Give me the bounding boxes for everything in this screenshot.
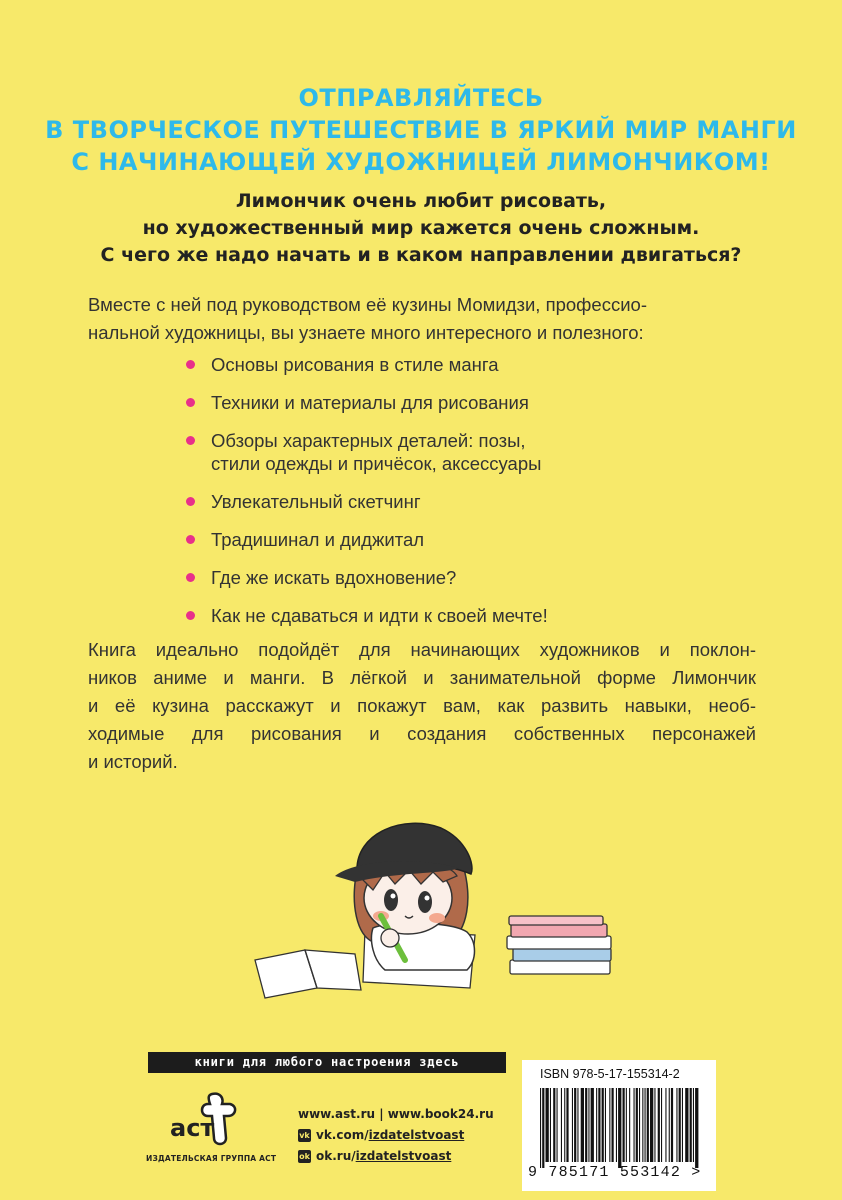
paragraph-line: ходимые для рисования и создания собственных персонажей <box>88 723 756 744</box>
isbn-barcode-block <box>522 1060 716 1191</box>
barcode-digits: 9 785171 553142 > <box>528 1164 702 1181</box>
odnoklassniki-icon: ok <box>299 1152 310 1161</box>
left-eye <box>384 889 398 911</box>
feature-item <box>186 528 706 551</box>
paragraph-line: и её кузина расскажут и покажут вам, как развить навыки, необ- <box>88 695 756 716</box>
barcode-stripe <box>542 1088 544 1168</box>
intro-line: С чего же надо начать и в каком направлении двигаться? <box>100 244 742 266</box>
feature-text: Традишинал и диджитал <box>211 529 425 550</box>
feature-item <box>186 604 706 627</box>
hand <box>381 929 399 947</box>
feature-text: Увлекательный скетчинг <box>211 491 421 512</box>
bullet-icon <box>186 360 195 369</box>
headline <box>0 82 842 178</box>
barcode-stripe <box>572 1088 573 1162</box>
feature-list <box>186 353 706 642</box>
barcode-stripe <box>685 1088 688 1162</box>
barcode-stripe <box>618 1088 621 1168</box>
barcode-stripe <box>550 1088 551 1162</box>
barcode-stripe <box>574 1088 576 1162</box>
barcode-stripe <box>616 1088 617 1162</box>
feature-item <box>186 353 706 376</box>
barcode-stripe <box>669 1088 670 1162</box>
bullet-icon <box>186 611 195 620</box>
isbn-label: ISBN 978-5-17-155314-2 <box>540 1067 680 1081</box>
bullet-icon <box>186 497 195 506</box>
barcode-stripe <box>661 1088 662 1162</box>
barcode-stripe <box>676 1088 677 1162</box>
paragraph-line: ников аниме и манги. В лёгкой и занимательной форме Лимончик <box>88 667 756 688</box>
feature-item <box>186 429 706 475</box>
paragraph-line: и историй. <box>88 751 178 772</box>
barcode-stripe <box>566 1088 568 1162</box>
right-eye <box>418 891 432 913</box>
vk-link-name: izdatelstvoast <box>368 1128 465 1142</box>
barcode-stripe <box>695 1088 698 1168</box>
intro-line: Лимончик очень любит рисовать, <box>235 190 607 212</box>
barcode-stripe <box>634 1088 635 1162</box>
barcode-stripe <box>679 1088 681 1162</box>
barcode-stripe <box>588 1088 589 1162</box>
tagline-banner: книги для любого настроения здесь <box>148 1052 506 1073</box>
barcode-stripe <box>639 1088 640 1162</box>
feature-text: Как не сдаваться и идти к своей мечте! <box>211 605 548 626</box>
headline-line: С НАЧИНАЮЩЕЙ ХУДОЖНИЦЕЙ ЛИМОНЧИКОМ! <box>71 148 771 176</box>
barcode-stripe <box>629 1088 630 1162</box>
barcode-stripe <box>581 1088 584 1162</box>
vk-icon: vk <box>299 1131 310 1140</box>
barcode-stripe <box>647 1088 649 1162</box>
barcode-stripe <box>596 1088 597 1162</box>
feature-text: Техники и материалы для рисования <box>211 392 529 413</box>
barcode-stripe <box>577 1088 578 1162</box>
barcode-stripe <box>671 1088 673 1162</box>
barcode-stripe <box>605 1088 606 1162</box>
girl-drawing-illustration <box>245 810 625 1000</box>
vk-link[interactable] <box>298 1125 518 1146</box>
barcode-stripe <box>602 1088 604 1162</box>
intro-text <box>0 188 842 269</box>
book-summary-paragraph <box>88 636 756 776</box>
bullet-icon <box>186 535 195 544</box>
barcode-stripe <box>665 1088 666 1162</box>
paragraph-line: Вместе с ней под руководством её кузины Момидзи, профессио- <box>88 294 647 315</box>
blush <box>429 913 445 923</box>
barcode-stripe <box>540 1088 541 1168</box>
paragraph-line: нальной художницы, вы узнаете много интересного и полезного: <box>88 322 644 343</box>
feature-item <box>186 391 706 414</box>
paragraph-line: Книга идеально подойдёт для начинающих художников и поклон- <box>88 639 756 660</box>
barcode-stripe <box>561 1088 562 1162</box>
feature-text: Обзоры характерных деталей: позы, <box>211 430 526 451</box>
barcode-stripe <box>564 1088 565 1162</box>
barcode-stripe <box>557 1088 558 1162</box>
ast-logo <box>168 1090 238 1148</box>
ok-link-prefix: ok.ru/ <box>316 1149 356 1163</box>
barcode-stripe <box>553 1088 555 1162</box>
barcode-stripe <box>609 1088 610 1162</box>
barcode-stripe <box>650 1088 653 1162</box>
feature-item <box>186 566 706 589</box>
feature-text: стили одежды и причёсок, аксессуары <box>211 453 542 474</box>
website-links[interactable]: www.ast.ru | www.book24.ru <box>298 1107 494 1121</box>
feature-text: Где же искать вдохновение? <box>211 567 457 588</box>
ok-link[interactable] <box>298 1146 518 1167</box>
barcode-stripe <box>636 1088 638 1162</box>
logo-text: аст <box>170 1114 215 1142</box>
headline-line: ОТПРАВЛЯЙТЕСЬ <box>298 84 544 112</box>
barcode-stripe <box>654 1088 655 1162</box>
barcode-stripe <box>546 1088 549 1162</box>
barcode-stripe <box>585 1088 587 1162</box>
bullet-icon <box>186 398 195 407</box>
ok-link-name: izdatelstvoast <box>355 1149 452 1163</box>
publisher-caption: ИЗДАТЕЛЬСКАЯ ГРУППА АСТ <box>146 1154 277 1163</box>
intro-line: но художественный мир кажется очень сложным. <box>142 217 700 239</box>
barcode-stripe <box>626 1088 627 1162</box>
barcode-stripe <box>598 1088 600 1162</box>
vk-link-prefix: vk.com/ <box>316 1128 369 1142</box>
bullet-icon <box>186 436 195 445</box>
barcode-stripe <box>645 1088 646 1162</box>
barcode-stripe <box>612 1088 614 1162</box>
bullet-icon <box>186 573 195 582</box>
feature-text: Основы рисования в стиле манга <box>211 354 499 375</box>
barcode-stripe <box>690 1088 692 1162</box>
barcode-stripe <box>658 1088 660 1162</box>
barcode-stripe <box>693 1088 694 1162</box>
barcode-icon <box>536 1088 704 1168</box>
publisher-links <box>298 1104 518 1167</box>
barcode-stripe <box>623 1088 625 1162</box>
barcode-stripe <box>591 1088 594 1162</box>
barcode-stripe <box>642 1088 643 1162</box>
feature-item <box>186 490 706 513</box>
headline-line: В ТВОРЧЕСКОЕ ПУТЕШЕСТВИЕ В ЯРКИЙ МИР МАНГИ <box>45 116 797 144</box>
barcode-stripe <box>682 1088 683 1162</box>
description-paragraph <box>88 291 756 347</box>
open-notebook-icon <box>255 950 361 998</box>
book-stack-icon <box>507 916 611 974</box>
